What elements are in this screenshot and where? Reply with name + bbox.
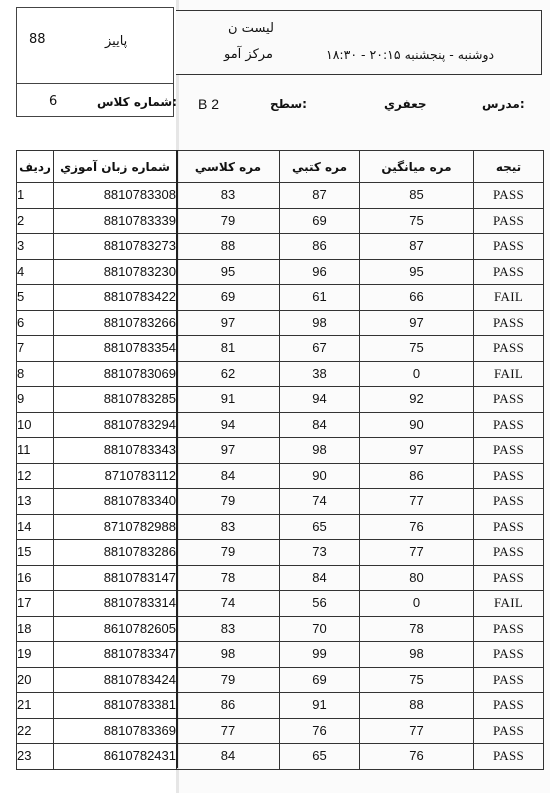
result-cell: FAIL	[474, 591, 544, 617]
grades-table	[16, 150, 544, 770]
student-id-cell: 8710783112	[54, 463, 177, 489]
written-score-cell: 65	[280, 514, 360, 540]
col-header-row-no: رديف	[17, 151, 54, 183]
col-header-class-score: مره كلاسي	[177, 151, 280, 183]
table-row	[17, 183, 544, 209]
class-score-cell: 88	[177, 234, 280, 260]
written-score-cell: 98	[280, 438, 360, 464]
result-cell: PASS	[474, 208, 544, 234]
class-info-slip	[16, 7, 177, 117]
result-cell: FAIL	[474, 285, 544, 311]
average-score-cell: 85	[360, 183, 474, 209]
written-score-cell: 67	[280, 336, 360, 362]
written-score-cell: 69	[280, 208, 360, 234]
student-id-cell: 8810783266	[54, 310, 177, 336]
class-score-cell: 94	[177, 412, 280, 438]
col-header-result: تيجه	[474, 151, 544, 183]
row-number-cell: 15	[17, 540, 54, 566]
table-row	[17, 514, 544, 540]
row-number-cell: 4	[17, 259, 54, 285]
average-score-cell: 76	[360, 514, 474, 540]
student-id-cell: 8810783424	[54, 667, 177, 693]
result-cell: PASS	[474, 693, 544, 719]
student-id-cell: 8810783285	[54, 387, 177, 413]
table-row	[17, 744, 544, 770]
table-row	[17, 489, 544, 515]
result-cell: PASS	[474, 463, 544, 489]
student-id-cell: 8610782605	[54, 616, 177, 642]
slip-season: پاییز	[105, 34, 128, 49]
class-score-cell: 81	[177, 336, 280, 362]
slip-divider	[17, 83, 173, 84]
average-score-cell: 77	[360, 718, 474, 744]
average-score-cell: 97	[360, 310, 474, 336]
average-score-cell: 75	[360, 336, 474, 362]
written-score-cell: 99	[280, 642, 360, 668]
row-number-cell: 3	[17, 234, 54, 260]
class-score-cell: 84	[177, 744, 280, 770]
class-score-cell: 62	[177, 361, 280, 387]
row-number-cell: 9	[17, 387, 54, 413]
average-score-cell: 86	[360, 463, 474, 489]
written-score-cell: 86	[280, 234, 360, 260]
report-center: مرکز آمو	[224, 47, 273, 62]
result-cell: PASS	[474, 565, 544, 591]
written-score-cell: 70	[280, 616, 360, 642]
table-row	[17, 463, 544, 489]
result-cell: PASS	[474, 310, 544, 336]
student-id-cell: 8810783381	[54, 693, 177, 719]
student-id-cell: 8810783339	[54, 208, 177, 234]
result-cell: PASS	[474, 438, 544, 464]
average-score-cell: 0	[360, 591, 474, 617]
row-number-cell: 5	[17, 285, 54, 311]
written-score-cell: 96	[280, 259, 360, 285]
row-number-cell: 6	[17, 310, 54, 336]
result-cell: FAIL	[474, 361, 544, 387]
table-row	[17, 667, 544, 693]
average-score-cell: 90	[360, 412, 474, 438]
student-id-cell: 8810783354	[54, 336, 177, 362]
student-id-cell: 8810783340	[54, 489, 177, 515]
table-row	[17, 208, 544, 234]
table-row	[17, 412, 544, 438]
report-schedule: دوشنبه - پنجشنبه ۲۰:۱۵ - ۱۸:۳۰	[326, 47, 495, 62]
page-fold-line	[176, 150, 178, 768]
class-score-cell: 78	[177, 565, 280, 591]
result-cell: PASS	[474, 412, 544, 438]
result-cell: PASS	[474, 718, 544, 744]
table-row	[17, 438, 544, 464]
class-score-cell: 83	[177, 514, 280, 540]
table-row	[17, 285, 544, 311]
class-score-cell: 79	[177, 208, 280, 234]
written-score-cell: 84	[280, 565, 360, 591]
row-number-cell: 7	[17, 336, 54, 362]
level-label: سطح:	[270, 97, 307, 111]
class-score-cell: 74	[177, 591, 280, 617]
col-header-written-score: مره كتبي	[280, 151, 360, 183]
result-cell: PASS	[474, 514, 544, 540]
col-header-average-score: مره ميانگين	[360, 151, 474, 183]
average-score-cell: 97	[360, 438, 474, 464]
table-row	[17, 540, 544, 566]
written-score-cell: 74	[280, 489, 360, 515]
row-number-cell: 11	[17, 438, 54, 464]
row-number-cell: 22	[17, 718, 54, 744]
result-cell: PASS	[474, 642, 544, 668]
student-id-cell: 8810783230	[54, 259, 177, 285]
row-number-cell: 20	[17, 667, 54, 693]
student-id-cell: 8810783147	[54, 565, 177, 591]
written-score-cell: 84	[280, 412, 360, 438]
class-score-cell: 97	[177, 438, 280, 464]
result-cell: PASS	[474, 540, 544, 566]
student-id-cell: 8610782431	[54, 744, 177, 770]
average-score-cell: 92	[360, 387, 474, 413]
report-header-box	[176, 10, 542, 75]
teacher-name: جعفري	[384, 97, 427, 111]
table-row	[17, 642, 544, 668]
student-id-cell: 8710782988	[54, 514, 177, 540]
result-cell: PASS	[474, 234, 544, 260]
table-row	[17, 591, 544, 617]
result-cell: PASS	[474, 183, 544, 209]
class-score-cell: 83	[177, 616, 280, 642]
student-id-cell: 8810783286	[54, 540, 177, 566]
teacher-label: مدرس:	[482, 97, 525, 111]
class-score-cell: 69	[177, 285, 280, 311]
row-number-cell: 16	[17, 565, 54, 591]
class-score-cell: 91	[177, 387, 280, 413]
class-score-cell: 77	[177, 718, 280, 744]
written-score-cell: 38	[280, 361, 360, 387]
student-id-cell: 8810783069	[54, 361, 177, 387]
average-score-cell: 87	[360, 234, 474, 260]
class-score-cell: 84	[177, 463, 280, 489]
table-row	[17, 259, 544, 285]
written-score-cell: 94	[280, 387, 360, 413]
student-id-cell: 8810783369	[54, 718, 177, 744]
table-row	[17, 336, 544, 362]
average-score-cell: 66	[360, 285, 474, 311]
student-id-cell: 8810783347	[54, 642, 177, 668]
slip-class-number-label: شماره کلاس:	[97, 95, 177, 109]
average-score-cell: 75	[360, 667, 474, 693]
written-score-cell: 76	[280, 718, 360, 744]
result-cell: PASS	[474, 336, 544, 362]
table-row	[17, 565, 544, 591]
class-score-cell: 97	[177, 310, 280, 336]
result-cell: PASS	[474, 387, 544, 413]
table-row	[17, 361, 544, 387]
row-number-cell: 18	[17, 616, 54, 642]
row-number-cell: 17	[17, 591, 54, 617]
student-id-cell: 8810783422	[54, 285, 177, 311]
written-score-cell: 90	[280, 463, 360, 489]
row-number-cell: 1	[17, 183, 54, 209]
class-score-cell: 86	[177, 693, 280, 719]
result-cell: PASS	[474, 489, 544, 515]
row-number-cell: 13	[17, 489, 54, 515]
result-cell: PASS	[474, 259, 544, 285]
table-row	[17, 718, 544, 744]
average-score-cell: 98	[360, 642, 474, 668]
row-number-cell: 12	[17, 463, 54, 489]
written-score-cell: 91	[280, 693, 360, 719]
level-value: B 2	[198, 96, 220, 112]
student-id-cell: 8810783343	[54, 438, 177, 464]
row-number-cell: 8	[17, 361, 54, 387]
class-score-cell: 79	[177, 540, 280, 566]
written-score-cell: 73	[280, 540, 360, 566]
slip-code: 88	[29, 32, 46, 47]
student-id-cell: 8810783314	[54, 591, 177, 617]
row-number-cell: 14	[17, 514, 54, 540]
written-score-cell: 61	[280, 285, 360, 311]
average-score-cell: 78	[360, 616, 474, 642]
written-score-cell: 98	[280, 310, 360, 336]
average-score-cell: 76	[360, 744, 474, 770]
result-cell: PASS	[474, 744, 544, 770]
table-row	[17, 693, 544, 719]
col-header-student-id: شماره زبان آموزي	[54, 151, 177, 183]
class-score-cell: 83	[177, 183, 280, 209]
average-score-cell: 0	[360, 361, 474, 387]
class-score-cell: 79	[177, 667, 280, 693]
row-number-cell: 23	[17, 744, 54, 770]
table-row	[17, 234, 544, 260]
average-score-cell: 77	[360, 540, 474, 566]
row-number-cell: 21	[17, 693, 54, 719]
average-score-cell: 75	[360, 208, 474, 234]
row-number-cell: 19	[17, 642, 54, 668]
student-id-cell: 8810783273	[54, 234, 177, 260]
result-cell: PASS	[474, 667, 544, 693]
student-id-cell: 8810783294	[54, 412, 177, 438]
written-score-cell: 87	[280, 183, 360, 209]
written-score-cell: 69	[280, 667, 360, 693]
result-cell: PASS	[474, 616, 544, 642]
table-row	[17, 387, 544, 413]
average-score-cell: 95	[360, 259, 474, 285]
table-row	[17, 616, 544, 642]
written-score-cell: 65	[280, 744, 360, 770]
student-id-cell: 8810783308	[54, 183, 177, 209]
class-score-cell: 98	[177, 642, 280, 668]
average-score-cell: 77	[360, 489, 474, 515]
slip-class-number: 6	[49, 94, 58, 109]
written-score-cell: 56	[280, 591, 360, 617]
class-score-cell: 79	[177, 489, 280, 515]
report-title: لیست ن	[228, 21, 274, 36]
row-number-cell: 10	[17, 412, 54, 438]
table-header-row	[17, 151, 544, 183]
row-number-cell: 2	[17, 208, 54, 234]
table-row	[17, 310, 544, 336]
class-score-cell: 95	[177, 259, 280, 285]
average-score-cell: 80	[360, 565, 474, 591]
average-score-cell: 88	[360, 693, 474, 719]
